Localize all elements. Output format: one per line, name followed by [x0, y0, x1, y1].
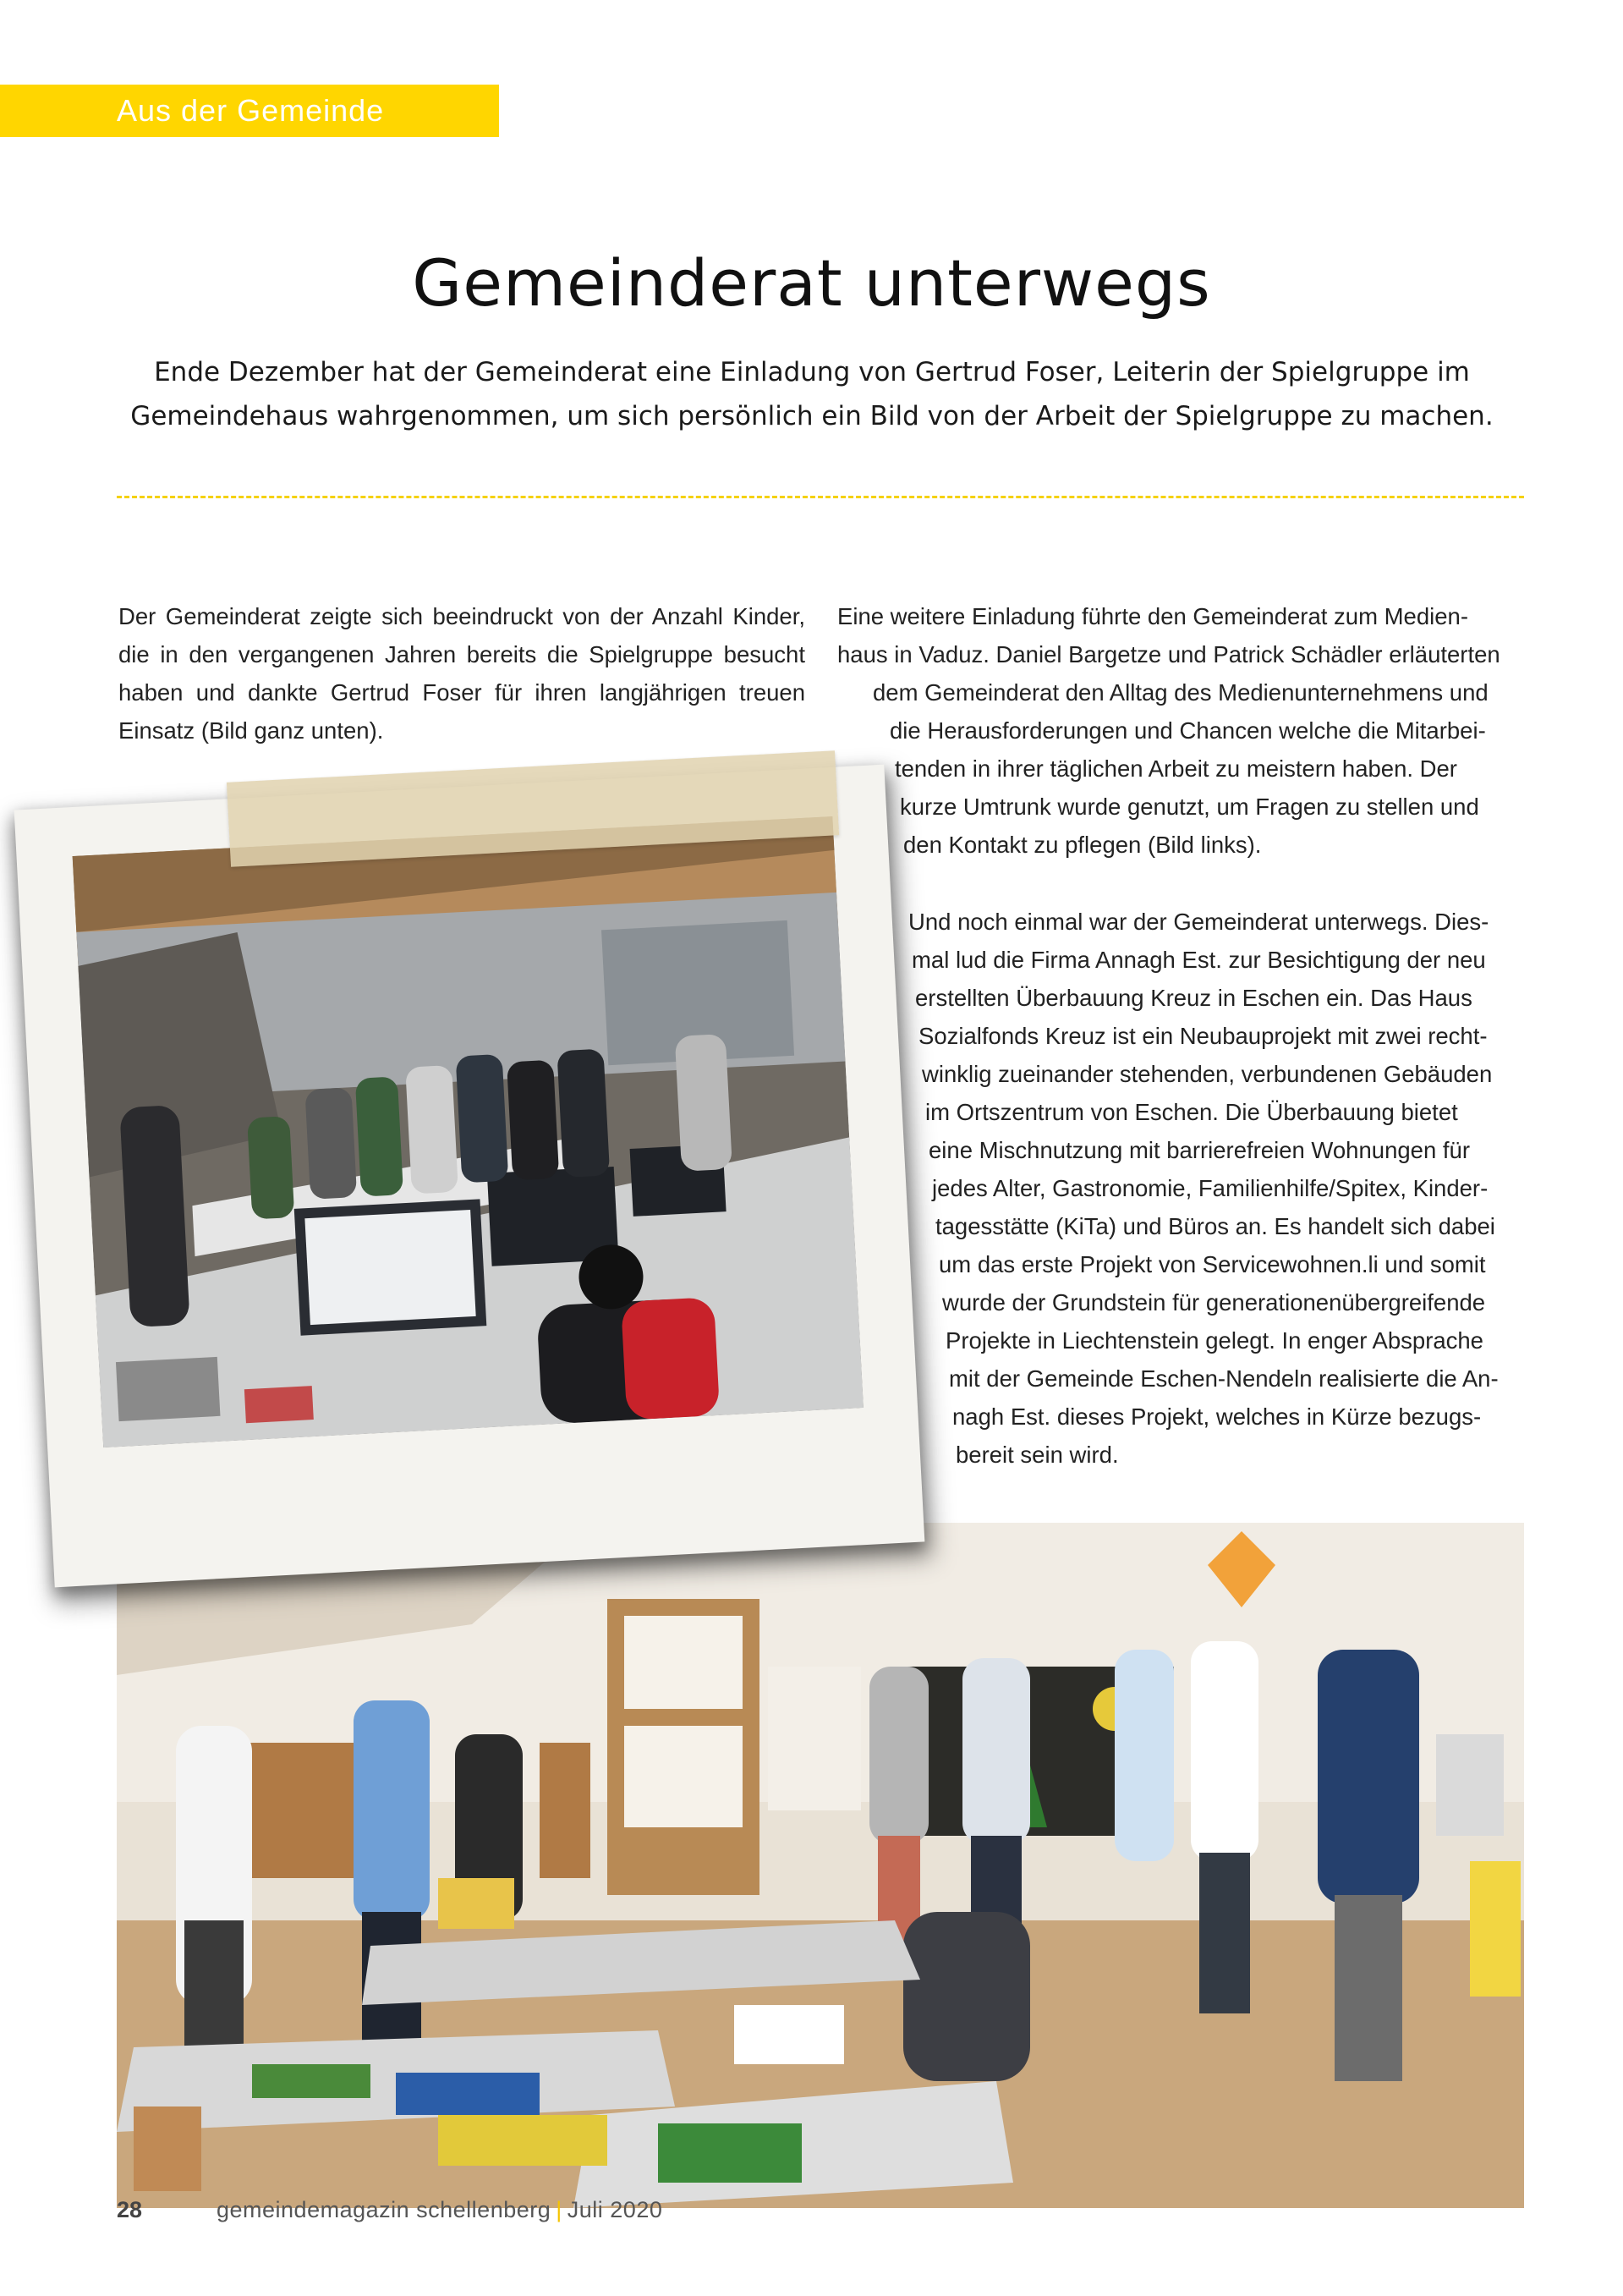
- text-line: nagh Est. dieses Projekt, welches in Kürze bezugs-: [952, 1403, 1482, 1430]
- dashed-divider: [117, 496, 1524, 498]
- lead-line: Ende Dezember hat der Gemeinderat eine Einladung von Gertrud Foser, Leiterin der Spielgruppe im: [154, 357, 1470, 387]
- right-paragraph-2: [837, 903, 1531, 1474]
- magazine-name: gemeindemagazin schellenberg: [217, 2197, 551, 2222]
- text-line: wurde der Grundstein für generationenübergreifende: [942, 1289, 1486, 1316]
- text-line: die Herausforderungen und Chancen welche die Mitarbei-: [890, 717, 1486, 744]
- text-line: winklig zueinander stehenden, verbundenen Gebäuden: [922, 1061, 1493, 1087]
- right-column: [837, 597, 1531, 1474]
- text-line: dem Gemeinderat den Alltag des Medienunternehmens und: [873, 679, 1489, 706]
- issue-date: Juli 2020: [567, 2197, 663, 2222]
- text-line: haus in Vaduz. Daniel Bargetze und Patrick Schädler erläuterten: [837, 641, 1500, 667]
- text-line: eine Mischnutzung mit barrierefreien Wohnungen für: [929, 1137, 1470, 1163]
- text-line: erstellten Überbauung Kreuz in Eschen ein. Das Haus: [915, 985, 1472, 1011]
- text-line: tenden in ihrer täglichen Arbeit zu meistern haben. Der: [895, 755, 1457, 782]
- section-tab: [0, 85, 499, 137]
- text-line: im Ortszentrum von Eschen. Die Überbauung bietet: [925, 1099, 1458, 1125]
- text-line: Sozialfonds Kreuz ist ein Neubauprojekt mit zwei recht-: [918, 1023, 1488, 1049]
- footer-magazine: [217, 2197, 662, 2223]
- text-line: tagesstätte (KiTa) und Büros an. Es handelt sich dabei: [935, 1213, 1495, 1239]
- article-title: Gemeinderat unterwegs: [412, 245, 1211, 321]
- text-line: jedes Alter, Gastronomie, Familienhilfe/Spitex, Kinder-: [932, 1175, 1489, 1201]
- section-label: Aus der Gemeinde: [117, 93, 385, 128]
- text-line: Eine weitere Einladung führte den Gemeinderat zum Medien-: [837, 603, 1468, 629]
- text-line: den Kontakt zu pflegen (Bild links).: [903, 832, 1262, 858]
- text-line: Projekte in Liechtenstein gelegt. In enger Absprache: [946, 1327, 1483, 1354]
- text-line: mit der Gemeinde Eschen-Nendeln realisierte die An-: [949, 1365, 1499, 1392]
- playgroup-photo: [117, 1523, 1524, 2208]
- page-number: 28: [117, 2197, 143, 2222]
- article-lead: [127, 350, 1497, 438]
- text-line: mal lud die Firma Annagh Est. zur Besichtigung der neu: [912, 947, 1486, 973]
- text-line: Und noch einmal war der Gemeinderat unterwegs. Dies-: [908, 909, 1489, 935]
- left-column-text: Der Gemeinderat zeigte sich beeindruckt von der Anzahl Kinder, die in den vergangenen Jahren bereits die Spielgruppe besucht haben und dankte Gertrud Foser für ihren langjährigen treuen Einsatz (Bild ganz unten).: [118, 603, 805, 744]
- text-line: kurze Umtrunk wurde genutzt, um Fragen zu stellen und: [900, 794, 1479, 820]
- lead-line: Gemeindehaus wahrgenommen, um sich persönlich ein Bild von der Arbeit der Spielgruppe zu machen.: [130, 401, 1494, 431]
- polaroid-frame: [14, 765, 925, 1588]
- text-line: bereit sein wird.: [956, 1442, 1119, 1468]
- footer-separator: |: [556, 2197, 562, 2222]
- text-line: um das erste Projekt von Servicewohnen.li und somit: [939, 1251, 1486, 1277]
- media-office-photo: [73, 816, 864, 1447]
- right-paragraph-1: [837, 597, 1531, 864]
